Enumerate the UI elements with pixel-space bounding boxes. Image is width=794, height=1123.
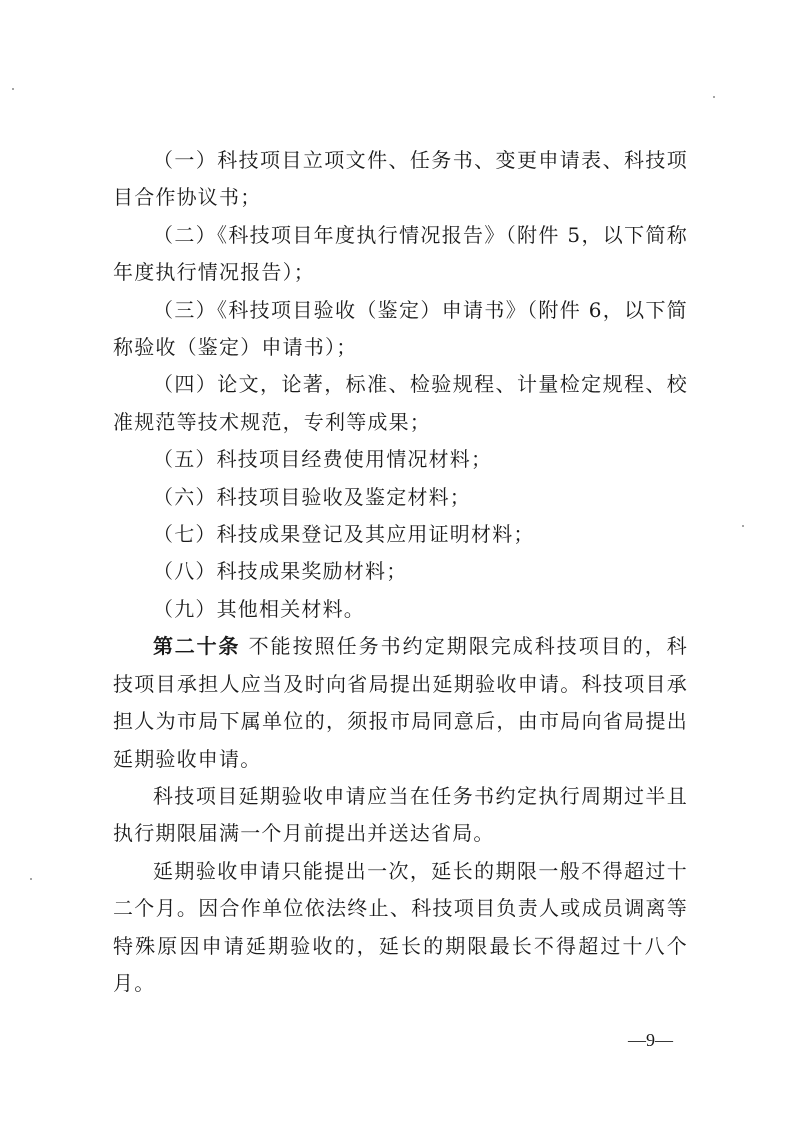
scan-speck [742,525,744,527]
list-item-9: （九）其他相关材料。 [153,596,365,621]
list-item-6: （六）科技项目验收及鉴定材料； [153,484,471,509]
list-item-7: （七）科技成果登记及其应用证明材料； [153,522,535,547]
article-20-paragraph-3: 延期验收申请只能提出一次，延长的期限一般不得超过十二个月。因合作单位依法终止、科技项目负责人或成员调离等特殊原因申请延期验收的，延长的期限最长不得超过十八个月。 [113,858,688,995]
list-item-2: （二）《科技项目年度执行情况报告》（附件 5，以下简称年度执行情况报告）； [113,222,688,285]
article-20-body: 不能按照任务书约定期限完成科技项目的，科技项目承担人应当及时向省局提出延期验收申请。科技项目承担人为市局下属单位的，须报市局同意后，由市局向省局提出延期验收申请。 [113,634,689,771]
list-item-1: （一）科技项目立项文件、任务书、变更申请表、科技项目合作协议书； [113,148,688,210]
scan-speck [30,878,32,880]
list-item-3: （三）《科技项目验收（鉴定）申请书》（附件 6，以下简称验收（鉴定）申请书）； [113,297,688,360]
list-item-4: （四）论文，论著，标准、检验规程、计量检定规程、校准规范等技术规范，专利等成果； [113,372,688,434]
document-body [113,142,688,1002]
article-20-heading: 第二十条 [153,634,241,659]
list-item-8: （八）科技成果奖励材料； [153,559,408,584]
page-number: —9— [628,1030,673,1050]
article-20-paragraph [113,628,688,778]
list-item-5: （五）科技项目经费使用情况材料； [153,447,493,472]
scan-speck [12,88,14,90]
scan-speck [713,96,715,98]
article-20-paragraph-2: 科技项目延期验收申请应当在任务书约定执行周期过半且执行期限届满一个月前提出并送达省局。 [113,783,688,846]
